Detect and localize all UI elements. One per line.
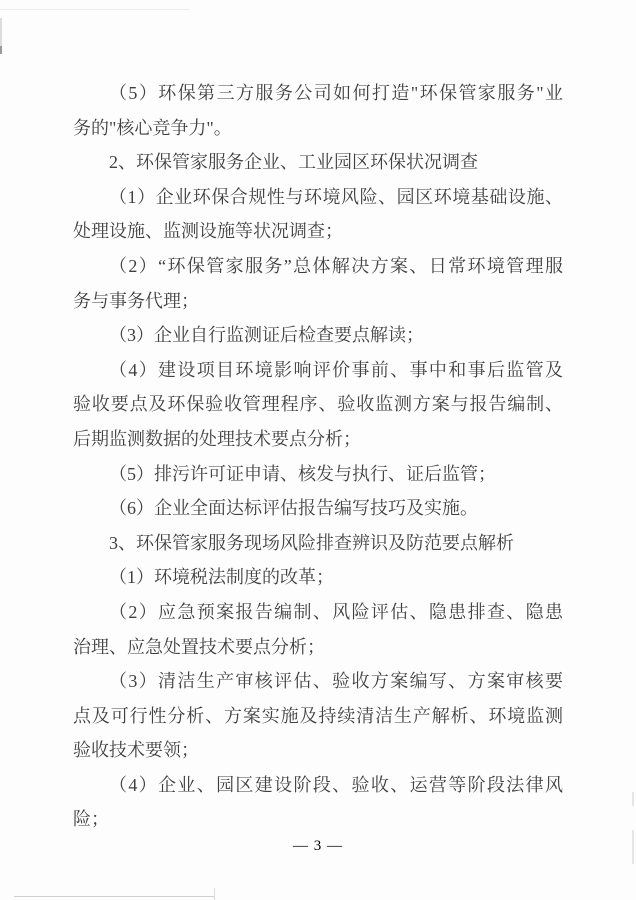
scan-artifact-right-edge (632, 792, 634, 806)
text-line: （1）环境税法制度的改革； (109, 567, 334, 588)
scan-artifact-left-dot (0, 46, 2, 54)
text-line: （1）企业环保合规性与环境风险、园区环境基础设施、 (109, 186, 563, 207)
text-line: （5）环保第三方服务公司如何打造"环保管家服务"业 (109, 83, 563, 103)
text-line: 点及可行性分析、方案实施及持续清洁生产解析、环境监测 (73, 705, 563, 726)
text-line: 治理、应急处置技术要点分析； (73, 636, 325, 657)
text-line: 处理设施、监测设施等状况调查； (73, 221, 343, 242)
text-line: （2）应急预案报告编制、风险评估、隐患排查、隐患 (109, 601, 563, 622)
document-body (73, 76, 563, 837)
page-number: — 3 — (293, 838, 343, 854)
text-line: 3、环保管家服务现场风险排查辨识及防范要点解析 (109, 532, 514, 553)
text-line: （4）建设项目环境影响评价事前、事中和事后监管及 (109, 359, 563, 380)
text-line: 险； (73, 809, 109, 830)
text-line: （2）“环保管家服务”总体解决方案、日常环境管理服 (109, 255, 563, 276)
text-line: （6）企业全面达标评估报告编写技巧及实施。 (109, 498, 478, 519)
text-line: （5）排污许可证申请、核发与执行、证后监管； (109, 463, 496, 484)
text-line: 务与事务代理； (73, 290, 199, 311)
text-line: 验收要点及环保验收管理程序、验收监测方案与报告编制、 (73, 394, 563, 415)
scan-artifact-bottom-tick (214, 888, 215, 900)
text-line: （3）企业自行监测证后检查要点解读； (109, 325, 424, 346)
scan-artifact-top-line (0, 9, 190, 10)
text-line: 验收技术要领； (73, 740, 199, 761)
text-line: （3）清洁生产审核评估、验收方案编写、方案审核要 (109, 671, 563, 692)
text-line: 务的"核心竞争力"。 (73, 117, 232, 138)
text-line: 2、环保管家服务企业、工业园区环保状况调查 (109, 152, 478, 173)
page-footer (0, 838, 636, 855)
text-line: 后期监测数据的处理技术要点分析； (73, 428, 361, 449)
scan-artifact-bottom-line (14, 896, 215, 897)
scan-artifact-left-edge (0, 18, 2, 54)
text-line: （4）企业、园区建设阶段、验收、运营等阶段法律风 (109, 774, 563, 795)
